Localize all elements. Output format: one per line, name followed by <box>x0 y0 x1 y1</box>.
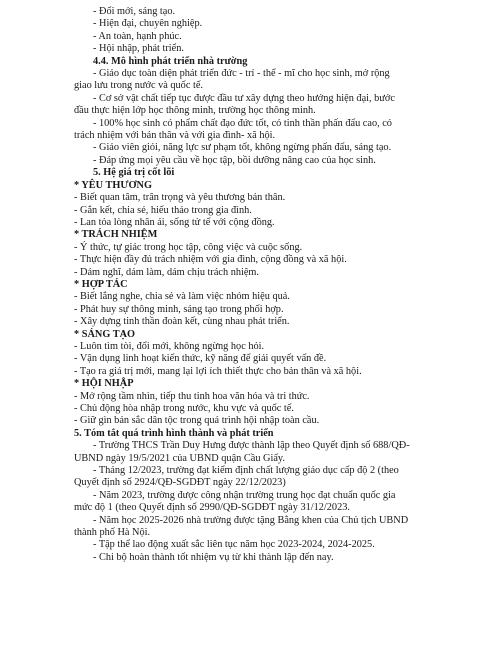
value-group-title: * YÊU THƯƠNG <box>74 179 152 191</box>
paragraph-line: đầu thực hiện lớp học thông minh, trường học thông minh. <box>74 105 316 117</box>
section-heading: 5. Hệ giá trị cốt lõi <box>93 167 175 179</box>
section-4-4 <box>74 56 454 168</box>
paragraph-line: - Giáo viên giỏi, năng lực sư phạm tốt, không ngừng phấn đấu, sáng tạo. <box>93 142 392 154</box>
list-item: - Biết lắng nghe, chia sẻ và làm việc nhóm hiệu quả. <box>74 291 290 303</box>
value-group-title: * SÁNG TẠO <box>74 328 136 340</box>
value-group-title: * TRÁCH NHIỆM <box>74 229 158 241</box>
paragraph-line: giao lưu trong nước và quốc tế. <box>74 80 203 92</box>
list-item: - Biết quan tâm, trân trọng và yêu thương bản thân. <box>74 192 286 204</box>
list-item: - Phát huy sự thông minh, sáng tạo trong phối hợp. <box>74 303 284 315</box>
list-item: - Lan tỏa lòng nhân ái, sống tử tế với cộng đồng. <box>74 216 275 228</box>
list-item: - Thực hiện đầy đủ trách nhiệm với gia đình, cộng đồng và xã hội. <box>74 254 347 266</box>
paragraph-line: Quyết định số 2924/QĐ-SGDĐT ngày 22/12/2023) <box>74 477 286 489</box>
paragraph-line: - Đáp ứng mọi yêu cầu về học tập, bồi dưỡng nâng cao của học sinh. <box>93 154 376 166</box>
section-heading: 5. Tóm tắt quá trình hình thành và phát triển <box>74 427 274 439</box>
list-item: - Ý thức, tự giác trong học tập, công việc và cuộc sống. <box>74 241 303 253</box>
list-item: - Giữ gìn bản sắc dân tộc trong quá trình hội nhập toàn cầu. <box>74 415 320 427</box>
list-item: - Xây dựng tinh thần đoàn kết, cùng nhau phát triển. <box>74 316 290 328</box>
paragraph-line: - Năm học 2025-2026 nhà trường được tặng Bằng khen của Chủ tịch UBND <box>93 514 409 526</box>
list-item: - Gắn kết, chia sẻ, hiếu thảo trong gia đình. <box>74 204 252 216</box>
value-group-title: * HỢP TÁC <box>74 278 128 290</box>
list-item: - Mở rộng tầm nhìn, tiếp thu tinh hoa văn hóa và tri thức. <box>74 390 310 402</box>
paragraph-line: - Chi bộ hoàn thành tốt nhiệm vụ từ khi thành lập đến nay. <box>93 551 334 563</box>
paragraph-line: mức độ 1 (theo Quyết định số 2990/QĐ-SGDĐT ngày 31/12/2023. <box>74 502 350 514</box>
list-item: - Hiện đại, chuyên nghiệp. <box>93 18 203 30</box>
paragraph-line: - Tập thể lao động xuất sắc liên tục năm học 2023-2024, 2024-2025. <box>93 539 375 551</box>
paragraph-line: - Tháng 12/2023, trường đạt kiểm định chất lượng giáo dục cấp độ 2 (theo <box>93 465 399 477</box>
paragraph-line: thành phố Hà Nội. <box>74 527 151 539</box>
paragraph-line: UBND ngày 19/5/2021 của UBND quận Cầu Giấy. <box>74 452 285 464</box>
paragraph-line: - Năm 2023, trường được công nhận trường trung học đạt chuẩn quốc gia <box>93 489 396 501</box>
paragraph-line: - 100% học sinh có phẩm chất đạo đức tốt, có tinh thần phấn đấu cao, có <box>93 117 392 129</box>
paragraph-line: - Giáo dục toàn diện phát triển đức - trí - thể - mĩ cho học sinh, mở rộng <box>93 68 390 80</box>
list-item: - Tạo ra giá trị mới, mang lại lợi ích thiết thực cho bản thân và xã hội. <box>74 365 362 377</box>
section-5-core-values <box>74 167 454 428</box>
list-item: - Chủ động hòa nhập trong nước, khu vực và quốc tế. <box>74 403 294 414</box>
paragraph-line: trách nhiệm với bản thân và với gia đình- xã hội. <box>74 130 276 142</box>
list-item: - Vận dụng linh hoạt kiến thức, kỹ năng để giải quyết vấn đề. <box>74 353 327 365</box>
values-list <box>74 6 454 56</box>
list-item: - An toàn, hạnh phúc. <box>93 30 182 42</box>
list-item: - Hội nhập, phát triển. <box>93 43 184 55</box>
section-5-history <box>74 428 454 564</box>
list-item: - Luôn tìm tòi, đổi mới, không ngừng học hỏi. <box>74 340 265 352</box>
list-item: - Đổi mới, sáng tạo. <box>93 6 176 17</box>
section-heading: 4.4. Mô hình phát triển nhà trường <box>93 55 248 67</box>
list-item: - Dám nghĩ, dám làm, dám chịu trách nhiệm. <box>74 266 260 278</box>
paragraph-line: - Cơ sở vật chất tiếp tục được đầu tư xây dựng theo hướng hiện đại, bước <box>93 92 395 104</box>
paragraph-line: - Trường THCS Trần Duy Hưng được thành lập theo Quyết định số 688/QĐ- <box>93 440 410 452</box>
value-group-title: * HỘI NHẬP <box>74 378 134 390</box>
